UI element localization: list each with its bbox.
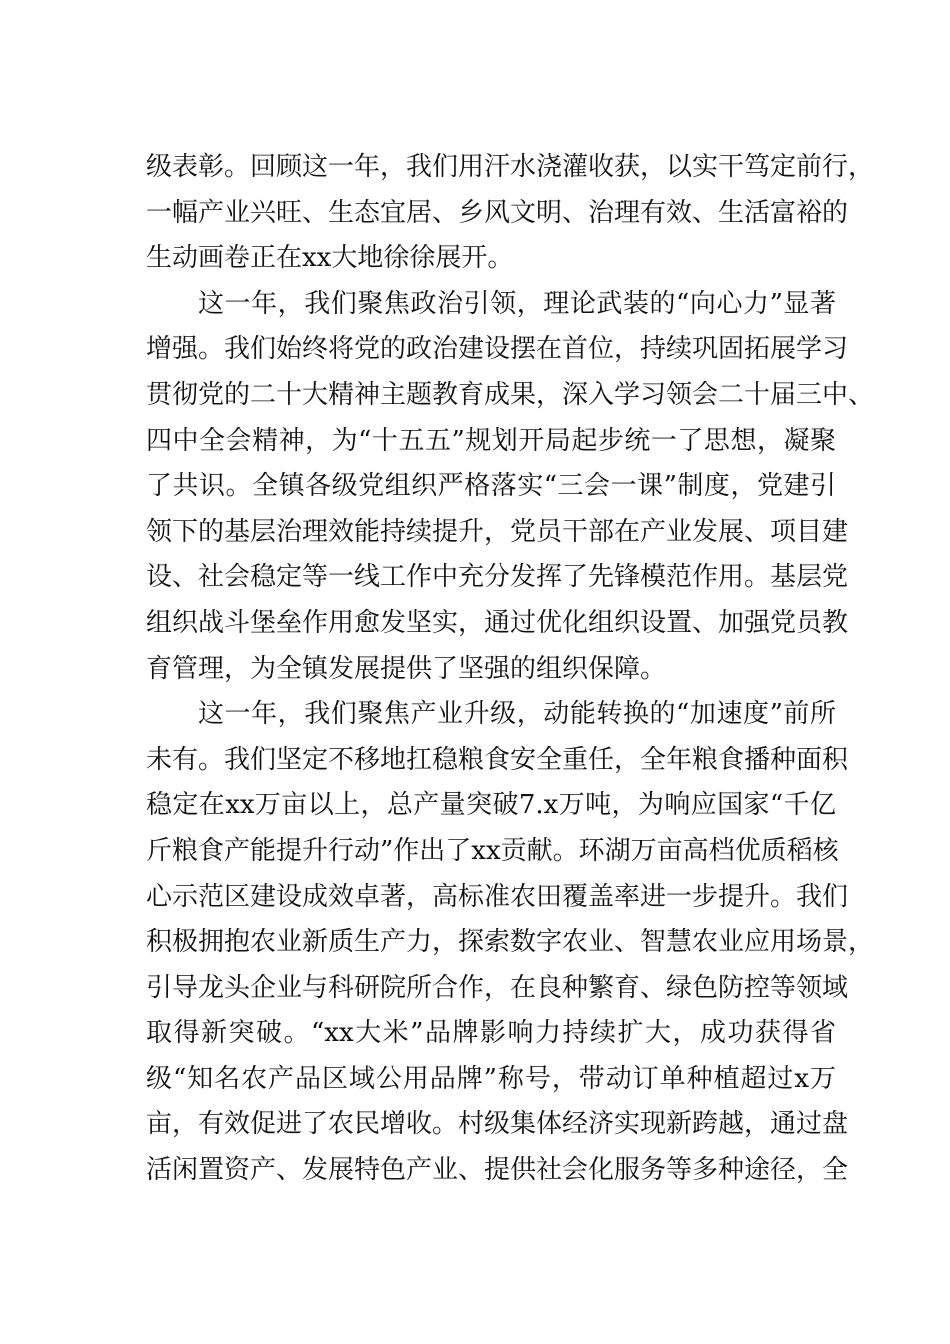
paragraph-1 <box>146 145 875 282</box>
text-line: 级“知名农产品区域公用品牌”称号，带动订单种植超过x万 <box>146 1063 836 1094</box>
text-line: 心示范区建设成效卓著，高标准农田覆盖率进一步提升。我们 <box>146 881 849 912</box>
text-line: 级表彰。回顾这一年，我们用汗水浇灌收获，以实干笃定前行， <box>146 152 875 182</box>
text-line: 四中全会精神，为“十五五”规划开局起步统一了思想，凝聚 <box>146 425 836 456</box>
paragraph-3 <box>146 692 875 1194</box>
text-line: 设、社会稳定等一线工作中充分发挥了先锋模范作用。基层党 <box>146 562 849 593</box>
text-line: 取得新突破。“xx大米”品牌影响力持续扩大，成功获得省 <box>146 1018 836 1049</box>
text-line: 引导龙头企业与科研院所合作，在良种繁育、绿色防控等领域 <box>146 972 849 1003</box>
text-line: 稳定在xx万亩以上，总产量突破7.x万吨，为响应国家“千亿 <box>146 790 836 821</box>
text-line: 增强。我们始终将党的政治建设摆在首位，持续巩固拓展学习 <box>146 334 849 365</box>
text-line: 这一年，我们聚焦产业升级，动能转换的“加速度”前所 <box>198 699 836 730</box>
text-line: 这一年，我们聚焦政治引领，理论武装的“向心力”显著 <box>198 288 836 319</box>
text-line: 组织战斗堡垒作用愈发坚实，通过优化组织设置、加强党员教 <box>146 607 849 638</box>
text-line: 领下的基层治理效能持续提升，党员干部在产业发展、项目建 <box>146 516 849 547</box>
text-line: 未有。我们坚定不移地扛稳粮食安全重任，全年粮食播种面积 <box>146 744 849 775</box>
text-line: 积极拥抱农业新质生产力，探索数字农业、智慧农业应用场景， <box>146 927 875 958</box>
text-line: 育管理，为全镇发展提供了坚强的组织保障。 <box>146 653 667 684</box>
text-line: 一幅产业兴旺、生态宜居、乡风文明、治理有效、生活富裕的 <box>146 197 849 228</box>
text-line: 活闲置资产、发展特色产业、提供社会化服务等多种途径，全 <box>146 1155 849 1186</box>
text-line: 生动画卷正在xx大地徐徐展开。 <box>146 243 514 274</box>
paragraph-2 <box>146 282 875 692</box>
text-line: 了共识。全镇各级党组织严格落实“三会一课”制度，党建引 <box>146 471 836 502</box>
text-line: 亩，有效促进了农民增收。村级集体经济实现新跨越，通过盘 <box>146 1109 849 1140</box>
text-line: 贯彻党的二十大精神主题教育成果，深入学习领会二十届三中、 <box>146 379 875 410</box>
text-line: 斤粮食产能提升行动”作出了xx贡献。环湖万亩高档优质稻核 <box>146 835 839 866</box>
document-body <box>146 145 875 1194</box>
